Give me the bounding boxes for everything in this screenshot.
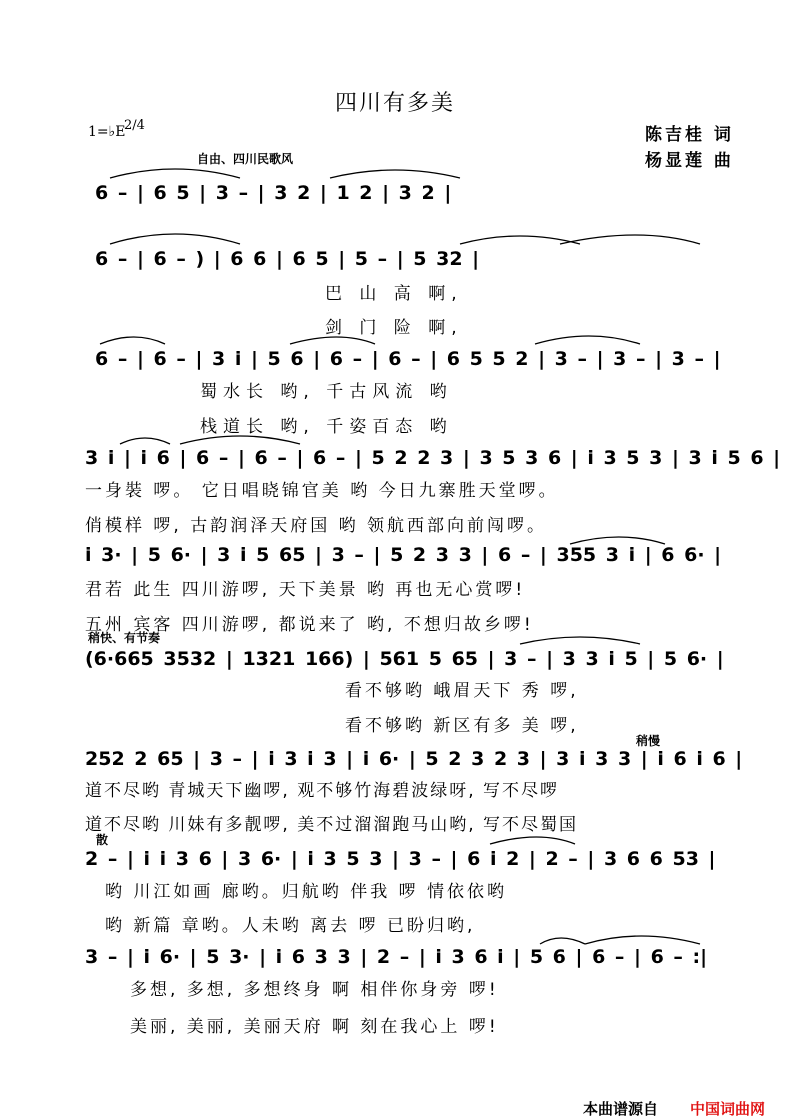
- tempo-free: 散: [96, 833, 109, 847]
- system-9-lyric-2: 美丽, 美丽, 美丽天府 啊 刻在我心上 啰!: [130, 1017, 499, 1037]
- system-7-lyric-2: 道不尽哟 川妹有多靓啰, 美不过溜溜跑马山哟, 写不尽蜀国: [85, 815, 579, 835]
- system-6-notes: (6·665 3532 | 1321 166) | 561 5 65 | 3 – | 3 3 i 5 | 5 6· |: [85, 648, 724, 670]
- key-signature: 1=♭E: [88, 124, 126, 140]
- system-4-lyric-2: 俏模样 啰, 古韵润泽天府国 哟 领航西部向前闯啰。: [85, 516, 548, 536]
- system-9-notes: 3 – | i 6· | 5 3· | i 6 3 3 | 2 – | i 3 6 i | 5 6 | 6 – | 6 – :|: [85, 946, 708, 968]
- system-5-notes: i 3· | 5 6· | 3 i 5 65 | 3 – | 5 2 3 3 | 6 – | 355 3 i | 6 6· |: [85, 544, 722, 566]
- system-3-lyric-2: 栈道长 哟, 千姿百态 哟: [200, 417, 453, 437]
- system-8-lyric-1: 哟 川江如画 廊哟。归航哟 伴我 啰 情依依哟: [105, 882, 508, 902]
- tempo-intro: 自由、四川民歌风: [197, 152, 294, 166]
- composer-credit: 杨显莲 曲: [645, 151, 734, 171]
- system-2-lyric-1: 巴 山 高 啊,: [325, 284, 463, 304]
- system-8-notes: 2 – | i i 3 6 | 3 6· | i 3 5 3 | 3 – | 6 i 2 | 2 – | 3 6 6 53 |: [85, 848, 716, 870]
- tempo-slower: 稍慢: [636, 734, 661, 748]
- time-signature: 2/4: [124, 118, 145, 133]
- system-2-notes: 6 – | 6 – ) | 6 6 | 6 5 | 5 – | 5 32 |: [95, 248, 480, 270]
- system-9-lyric-1: 多想, 多想, 多想终身 啊 相伴你身旁 啰!: [130, 980, 499, 1000]
- system-5-lyric-1: 君若 此生 四川游啰, 天下美景 哟 再也无心赏啰!: [85, 580, 526, 600]
- system-1-notes: 6 – | 6 5 | 3 – | 3 2 | 1 2 | 3 2 |: [95, 182, 452, 204]
- system-3-notes: 6 – | 6 – | 3 i | 5 6 | 6 – | 6 – | 6 5 5 2 | 3 – | 3 – | 3 – |: [95, 348, 721, 370]
- tempo-interlude: 稍快、有节奏: [88, 631, 161, 645]
- system-5-lyric-2: 五州 宾客 四川游啰, 都说来了 哟, 不想归故乡啰!: [85, 615, 534, 635]
- system-4-lyric-1: 一身裝 啰。 它日唱晓锦官美 哟 今日九寨胜天堂啰。: [85, 481, 559, 501]
- footer-source-label: 本曲谱源自: [583, 1100, 659, 1118]
- system-7-notes: 252 2 65 | 3 – | i 3 i 3 | i 6· | 5 2 3 2 3 | 3 i 3 3 | i 6 i 6 |: [85, 748, 743, 770]
- system-8-lyric-2: 哟 新篇 章哟。人未哟 离去 啰 已盼归哟,: [105, 916, 476, 936]
- page-title: 四川有多美: [334, 91, 455, 116]
- system-3-lyric-1: 蜀水长 哟, 千古风流 哟: [200, 382, 453, 402]
- system-6-lyric-1: 看不够哟 峨眉天下 秀 啰,: [345, 681, 579, 701]
- system-6-lyric-2: 看不够哟 新区有多 美 啰,: [345, 716, 579, 736]
- footer-site-link[interactable]: 中国词曲网: [690, 1100, 766, 1118]
- system-2-lyric-2: 剑 门 险 啊,: [325, 318, 463, 338]
- lyricist-credit: 陈吉桂 词: [645, 125, 734, 145]
- system-7-lyric-1: 道不尽哟 青城天下幽啰, 观不够竹海碧波绿呀, 写不尽啰: [85, 781, 560, 801]
- system-4-notes: 3 i | i 6 | 6 – | 6 – | 6 – | 5 2 2 3 | 3 5 3 6 | i 3 5 3 | 3 i 5 6 |: [85, 447, 781, 469]
